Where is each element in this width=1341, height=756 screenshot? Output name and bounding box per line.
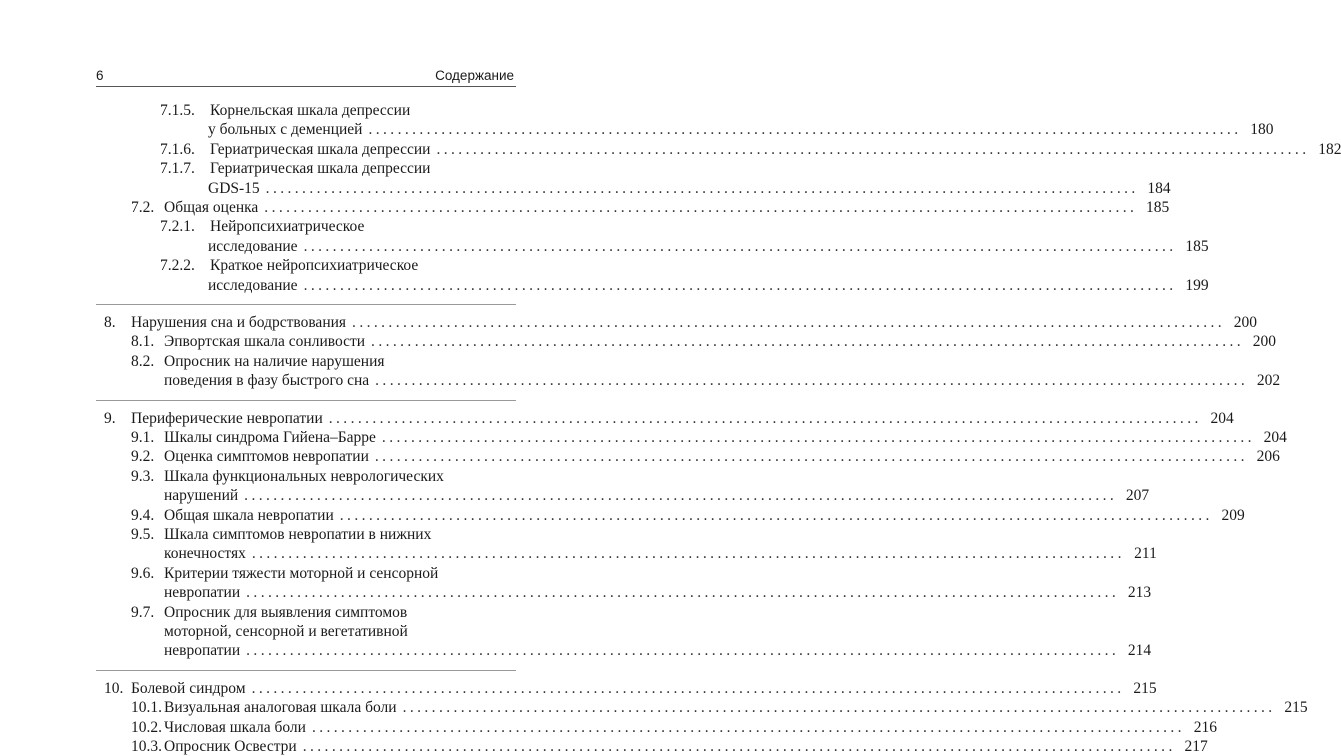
toc-entry-title: поведения в фазу быстрого сна — [164, 372, 370, 390]
page-header — [96, 62, 514, 86]
toc-entry-title: исследование — [208, 237, 298, 255]
toc-entry-title: Числовая шкала боли — [164, 718, 306, 736]
toc-page-number: 206 — [1256, 448, 1280, 466]
toc-entry-title: исследование — [208, 276, 298, 294]
toc-entry-line[interactable] — [164, 583, 1152, 602]
toc-page-number: 202 — [1256, 372, 1281, 390]
toc-entry-title: Визуальная аналоговая шкала боли — [164, 699, 397, 717]
toc-entry-line[interactable] — [131, 506, 1245, 525]
toc-entry-number: 7.2. — [131, 199, 155, 216]
dot-leader: ........................................................................................................................ — [251, 545, 1125, 563]
toc-entry-line[interactable] — [160, 256, 496, 275]
toc-entry-line[interactable] — [131, 352, 496, 371]
toc-entry-line[interactable] — [164, 486, 1150, 505]
toc-entry-number: 9. — [104, 409, 116, 427]
toc-entry-number: 10.3. — [131, 738, 162, 755]
toc-page-number: 216 — [1193, 718, 1217, 736]
toc-entry-number: 7.2.2. — [160, 257, 195, 275]
dot-leader: ........................................................................................................................ — [244, 487, 1118, 505]
toc-page-number: 217 — [1184, 738, 1208, 755]
toc-entry-line[interactable] — [208, 276, 1209, 295]
toc-page-number: 184 — [1147, 179, 1171, 197]
dot-leader: ........................................................................................................................ — [302, 738, 1176, 755]
toc-entry-line[interactable] — [160, 101, 496, 120]
toc-page-number: 200 — [1233, 314, 1258, 331]
dot-leader: ........................................................................................................................ — [303, 276, 1177, 294]
toc-entry-title: Опросник на наличие нарушения — [164, 352, 385, 370]
toc-entry-line[interactable] — [104, 679, 1157, 698]
toc-entry-line[interactable] — [160, 140, 1341, 159]
toc-entry-number: 9.7. — [131, 603, 155, 621]
dot-leader: ........................................................................................................................ — [303, 237, 1177, 255]
toc-entry-line[interactable] — [208, 120, 1274, 139]
toc-entry-title: Нейропсихиатрическое — [210, 218, 365, 236]
dot-leader: ........................................................................................................................ — [339, 506, 1213, 524]
toc-entry-title: моторной, сенсорной и вегетативной — [164, 623, 408, 640]
toc-entry-line[interactable] — [164, 371, 1281, 390]
toc-entry-number: 8. — [104, 314, 116, 331]
toc-entry-title: Эпвортская шкала сонливости — [164, 333, 366, 351]
toc-entry-line[interactable] — [164, 622, 496, 641]
dot-leader: ........................................................................................................................ — [265, 179, 1139, 197]
toc-entry-line[interactable] — [160, 217, 496, 236]
toc-entry-line[interactable] — [131, 564, 496, 583]
dot-leader: ........................................................................................................................ — [352, 314, 1226, 331]
toc-entry-line[interactable] — [160, 159, 496, 178]
dot-leader: ........................................................................................................................ — [371, 333, 1245, 351]
toc-entry-line[interactable] — [131, 737, 1208, 756]
dot-leader: ........................................................................................................................ — [436, 140, 1310, 158]
toc-entry-number: 9.1. — [131, 429, 155, 446]
toc-page-number: 204 — [1263, 429, 1287, 446]
toc-entry-title: у больных с деменцией — [208, 121, 363, 139]
toc-entry-title: Шкала симптомов невропатии в нижних — [164, 526, 432, 543]
toc-entry-number: 10.2. — [131, 718, 162, 736]
toc-entry-line[interactable] — [131, 603, 496, 622]
dot-leader: ........................................................................................................................ — [311, 718, 1185, 736]
dot-leader: ........................................................................................................................ — [264, 199, 1138, 216]
toc-entry-number: 8.1. — [131, 333, 155, 351]
dot-leader: ........................................................................................................................ — [368, 121, 1242, 139]
toc-page-number: 215 — [1284, 699, 1308, 717]
toc-page-number: 199 — [1185, 276, 1209, 294]
toc-page-number: 182 — [1318, 140, 1341, 158]
toc-entry-line[interactable] — [131, 467, 496, 486]
toc-entry-line[interactable] — [131, 332, 1277, 351]
running-title: Содержание — [435, 68, 514, 83]
toc-entry-title: нарушений — [164, 487, 239, 505]
dot-leader: ........................................................................................................................ — [374, 448, 1248, 466]
toc-entry-line[interactable] — [208, 179, 1171, 198]
toc-entry-title: Общая шкала невропатии — [164, 506, 334, 524]
toc-entry-number: 10. — [104, 679, 124, 697]
toc-entry-title: Гериатрическая шкала депрессии — [210, 140, 431, 158]
page-number: 6 — [96, 68, 104, 83]
toc-entry-title: невропатии — [164, 584, 241, 602]
toc-entry-line[interactable] — [104, 313, 1258, 332]
chapter-separator — [96, 304, 516, 305]
toc-entry-line[interactable] — [164, 544, 1157, 563]
toc-page-number: 209 — [1221, 506, 1245, 524]
toc-entry-title: GDS-15 — [208, 179, 260, 197]
toc-page-number: 185 — [1185, 237, 1209, 255]
dot-leader: ........................................................................................................................ — [246, 642, 1120, 660]
toc-entry-line[interactable] — [164, 641, 1152, 660]
dot-leader: ........................................................................................................................ — [251, 679, 1125, 697]
toc-entry-line[interactable] — [104, 409, 1234, 428]
toc-entry-number: 9.2. — [131, 448, 155, 466]
dot-leader: ........................................................................................................................ — [381, 429, 1255, 446]
toc-entry-title: Нарушения сна и бодрствования — [131, 314, 347, 331]
toc-entry-line[interactable] — [208, 237, 1209, 256]
toc-page-number: 204 — [1210, 409, 1234, 427]
toc-entry-title: Шкалы синдрома Гийена–Барре — [164, 429, 376, 446]
toc-page-number: 185 — [1146, 199, 1170, 216]
toc-entry-title: Шкала функциональных неврологических — [164, 467, 444, 485]
toc-entry-number: 8.2. — [131, 352, 155, 370]
toc-entry-title: невропатии — [164, 642, 241, 660]
toc-entry-number: 9.6. — [131, 564, 155, 582]
toc-entry-number: 9.3. — [131, 467, 155, 485]
toc-entry-title: Болевой синдром — [131, 679, 246, 697]
toc-entry-title: Периферические невропатии — [131, 409, 323, 427]
toc-page-number: 207 — [1125, 487, 1150, 505]
toc-entry-number: 9.5. — [131, 526, 155, 543]
toc-page-number: 213 — [1127, 584, 1152, 602]
toc-entry-number: 7.1.5. — [160, 102, 195, 119]
header-rule — [96, 86, 516, 87]
toc-entry-line[interactable] — [131, 698, 1308, 717]
toc-entry-title: Краткое нейропсихиатрическое — [210, 257, 419, 275]
toc-entry-number: 9.4. — [131, 506, 155, 524]
toc-entry-line[interactable] — [131, 525, 496, 544]
toc-page-number: 211 — [1134, 545, 1157, 563]
toc-entry-title: Опросник Освестри — [164, 738, 297, 755]
toc-page-number: 200 — [1252, 333, 1277, 351]
toc-entry-line[interactable] — [131, 718, 1217, 737]
toc-entry-title: конечностях — [164, 545, 246, 563]
toc-entry-number: 7.1.7. — [160, 160, 195, 178]
toc-entry-title: Общая оценка — [164, 199, 259, 216]
chapter-separator — [96, 400, 516, 401]
toc-entry-line[interactable] — [131, 198, 1170, 217]
toc-entry-title: Корнельская шкала депрессии — [210, 102, 411, 119]
toc-entry-line[interactable] — [131, 428, 1287, 447]
toc-entry-number: 7.2.1. — [160, 218, 195, 236]
chapter-separator — [96, 670, 516, 671]
toc-page-number: 214 — [1127, 642, 1152, 660]
toc-page-number: 180 — [1250, 121, 1274, 139]
toc-entry-title: Опросник для выявления симптомов — [164, 603, 408, 621]
toc-entry-number: 10.1. — [131, 699, 162, 717]
toc-page-number: 215 — [1133, 679, 1157, 697]
toc-entry-title: Оценка симптомов невропатии — [164, 448, 369, 466]
toc-entry-line[interactable] — [131, 447, 1280, 466]
toc-entry-title: Гериатрическая шкала депрессии — [210, 160, 431, 178]
toc-entry-number: 7.1.6. — [160, 140, 195, 158]
dot-leader: ........................................................................................................................ — [402, 699, 1276, 717]
toc-entry-title: Критерии тяжести моторной и сенсорной — [164, 564, 439, 582]
dot-leader: ........................................................................................................................ — [246, 584, 1120, 602]
dot-leader: ........................................................................................................................ — [328, 409, 1202, 427]
dot-leader: ........................................................................................................................ — [375, 372, 1249, 390]
